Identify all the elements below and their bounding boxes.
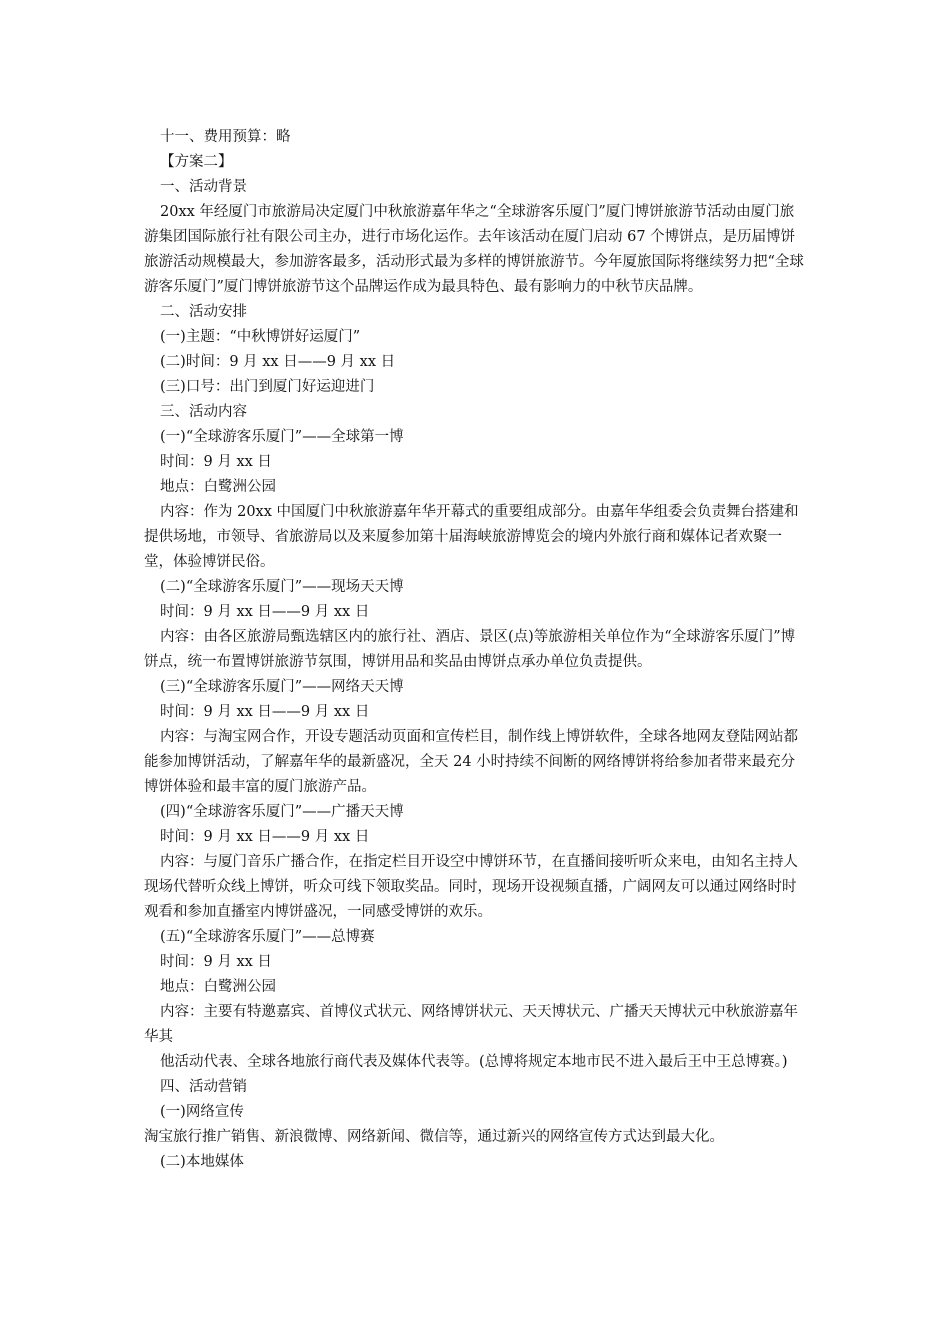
- content-item-2-description: 内容：由各区旅游局甄选辖区内的旅行社、酒店、景区(点)等旅游相关单位作为“全球游客乐厦门”博饼点，统一布置博饼旅游节氛围，博饼用品和奖品由博饼点承办单位负责提供。: [144, 629, 796, 670]
- plan-two-heading: 【方案二】: [160, 154, 233, 170]
- budget-line: 十一、费用预算：略: [160, 129, 291, 145]
- arrangement-time: (二)时间：9 月 xx 日——9 月 xx 日: [160, 354, 396, 370]
- marketing-online-heading: (一)网络宣传: [160, 1104, 244, 1120]
- content-item-1-location: 地点：白鹭洲公园: [160, 479, 276, 495]
- content-item-4-description: 内容：与厦门音乐广播合作，在指定栏目开设空中博饼环节，在直播间接听听众来电，由知名主持人现场代替听众线上博饼，听众可线下领取奖品。同时，现场开设视频直播，广阔网友可以通过网络时时观看和参加直播室内博饼盛况，一同感受博饼的欢乐。: [144, 854, 798, 920]
- content-item-5-title: (五)“全球游客乐厦门”——总博赛: [160, 929, 375, 945]
- content-item-2-title: (二)“全球游客乐厦门”——现场天天博: [160, 579, 404, 595]
- section-heading-marketing: 四、活动营销: [160, 1079, 247, 1095]
- content-item-3-description: 内容：与淘宝网合作，开设专题活动页面和宣传栏目，制作线上博饼软件，全球各地网友登陆网站都能参加博饼活动，了解嘉年华的最新盛况，全天 24 小时持续不间断的网络博饼将给参加者带来最充分博饼体验和最丰富的厦门旅游产品。: [144, 729, 798, 795]
- content-item-5-time: 时间：9 月 xx 日: [160, 954, 272, 970]
- arrangement-slogan: (三)口号：出门到厦门好运迎进门: [160, 379, 375, 395]
- content-item-1-title: (一)“全球游客乐厦门”——全球第一博: [160, 429, 404, 445]
- section-heading-background: 一、活动背景: [160, 179, 247, 195]
- content-item-5-location: 地点：白鹭洲公园: [160, 979, 276, 995]
- marketing-local-media-heading: (二)本地媒体: [160, 1154, 244, 1170]
- content-item-1-time: 时间：9 月 xx 日: [160, 454, 272, 470]
- marketing-online-paragraph: 淘宝旅行推广销售、新浪微博、网络新闻、微信等，通过新兴的网络宣传方式达到最大化。: [144, 1129, 724, 1145]
- section-heading-content: 三、活动内容: [160, 404, 247, 420]
- arrangement-theme: (一)主题：“中秋博饼好运厦门”: [160, 329, 361, 345]
- content-item-5-description-continued: 他活动代表、全球各地旅行商代表及媒体代表等。(总博将规定本地市民不进入最后王中王总博赛。): [160, 1054, 788, 1070]
- content-item-3-time: 时间：9 月 xx 日——9 月 xx 日: [160, 704, 370, 720]
- content-item-4-time: 时间：9 月 xx 日——9 月 xx 日: [160, 829, 370, 845]
- content-item-5-description: 内容：主要有特邀嘉宾、首博仪式状元、网络博饼状元、天天博状元、广播天天博状元中秋旅游嘉年华其: [144, 1004, 798, 1045]
- document-page: [144, 125, 808, 1175]
- content-item-2-time: 时间：9 月 xx 日——9 月 xx 日: [160, 604, 370, 620]
- background-paragraph: 20xx 年经厦门市旅游局决定厦门中秋旅游嘉年华之“全球游客乐厦门”厦门博饼旅游节活动由厦门旅游集团国际旅行社有限公司主办，进行市场化运作。去年该活动在厦门启动 67 个博饼点，是历届博饼旅游活动规模最大，参加游客最多，活动形式最为多样的博饼旅游节。今年厦旅国际将继续努力把“全球游客乐厦门”厦门博饼旅游节这个品牌运作成为最具特色、最有影响力的中秋节庆品牌。: [144, 204, 804, 295]
- section-heading-arrangement: 二、活动安排: [160, 304, 247, 320]
- content-item-3-title: (三)“全球游客乐厦门”——网络天天博: [160, 679, 404, 695]
- content-item-1-description: 内容：作为 20xx 中国厦门中秋旅游嘉年华开幕式的重要组成部分。由嘉年华组委会负责舞台搭建和提供场地，市领导、省旅游局以及来厦参加第十届海峡旅游博览会的境内外旅行商和媒体记者欢聚一堂，体验博饼民俗。: [144, 504, 799, 570]
- content-item-4-title: (四)“全球游客乐厦门”——广播天天博: [160, 804, 404, 820]
